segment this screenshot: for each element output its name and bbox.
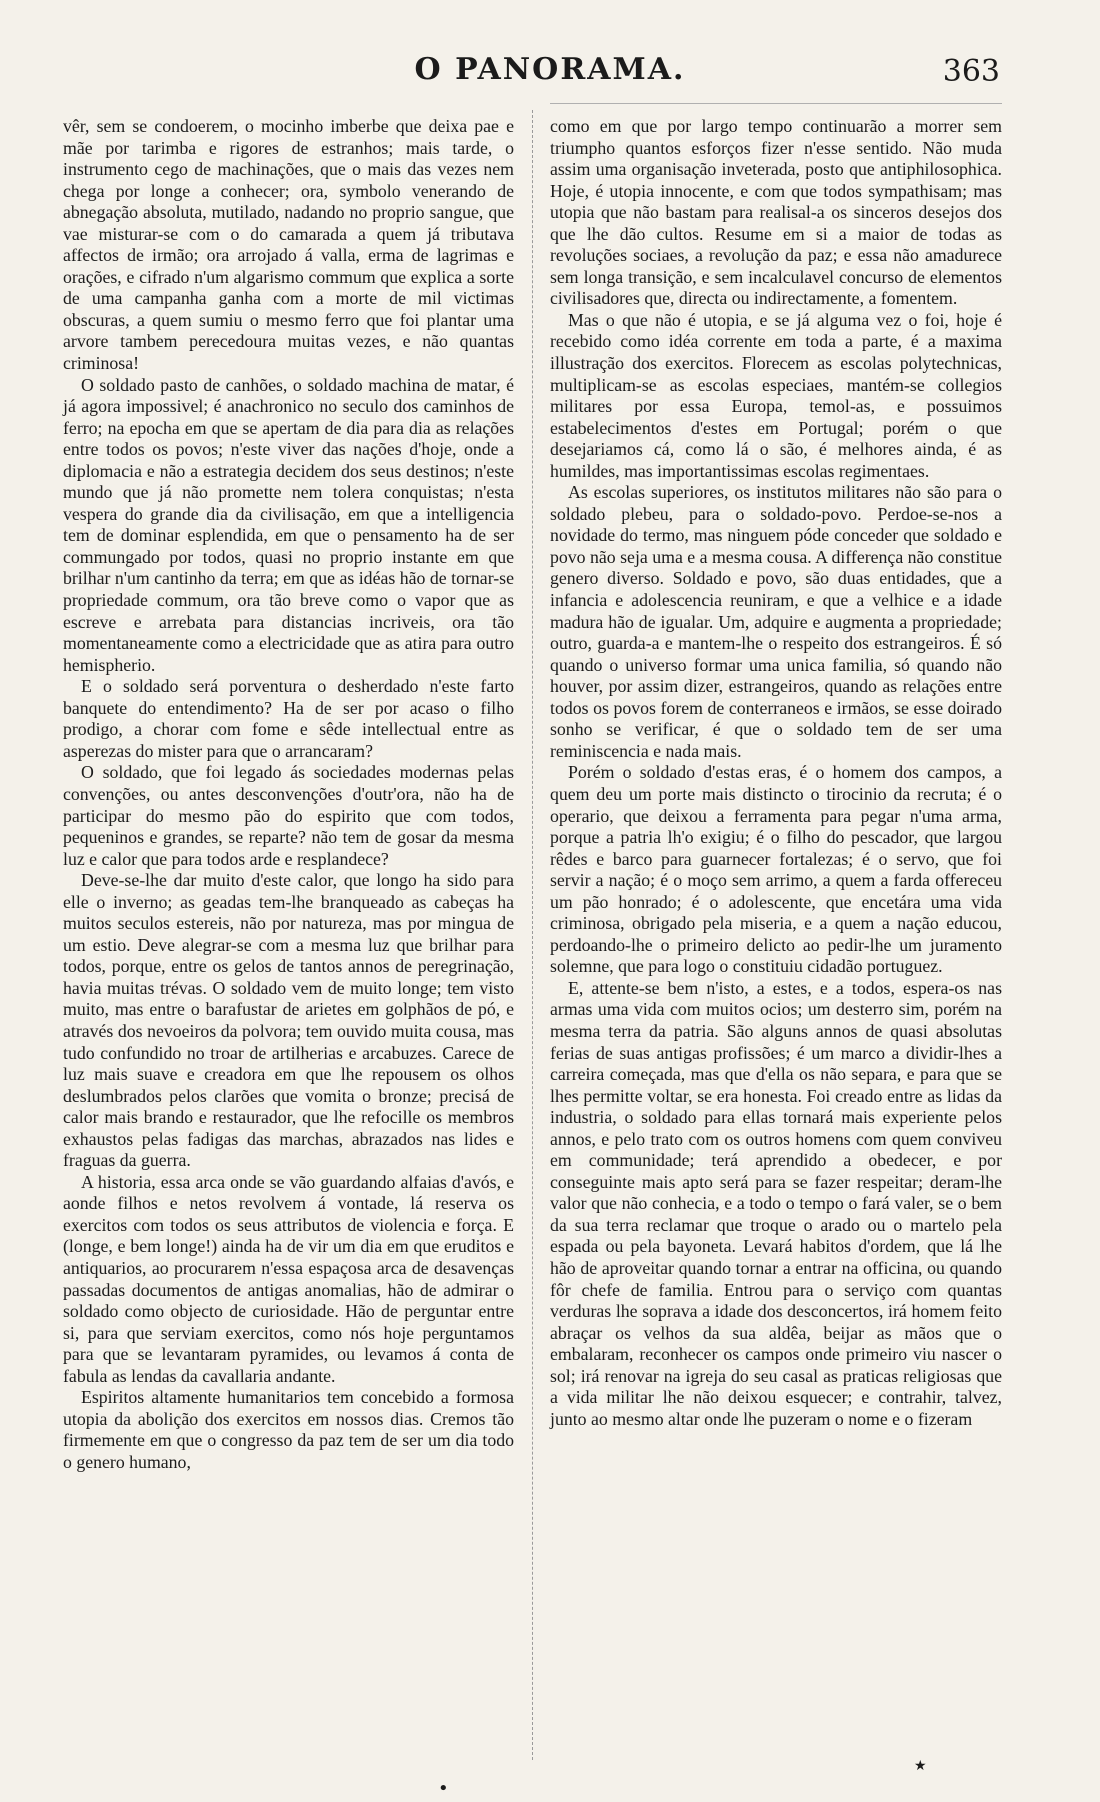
- paragraph: Espiritos altamente humanitarios tem concebido a formosa utopia da abolição dos exercitos em nossos dias. Cremos tão firmemente em que o congresso da paz tem de ser um dia todo o genero humano,: [63, 1387, 514, 1472]
- publication-title: O PANORAMA.: [414, 52, 686, 87]
- paragraph: E o soldado será porventura o desherdado n'este farto banquete do entendimento? Ha de ser por acaso o filho prodigo, a chorar com fome e sêde intellectual entre as asperezas do mister para que o arrancaram?: [63, 676, 514, 761]
- paragraph: Porém o soldado d'estas eras, é o homem dos campos, a quem deu um porte mais distincto o tirocinio da recruta; é o operario, que deixou a ferramenta para pegar n'uma arma, porque a patria lh'o exigiu; é o filho do pescador, que largou rêdes e barco para guarnecer fortalezas; é o servo, que foi servir a nação; é o moço sem arrimo, a quem a farda offereceu um pão honrado; é o adolescente, que encetára uma vida criminosa, obrigado pela miseria, e a quem a nação educou, perdoando-lhe o primeiro delicto ao pedir-lhe um juramento solemne, que para logo o constituiu cidadão portuguez.: [550, 762, 1002, 977]
- paragraph: como em que por largo tempo continuarão a morrer sem triumpho quantos esforços fizer n'esse sentido. Não muda assim uma organisação inveterada, posto que antiphilosophica. Hoje, é utopia innocente, e com que todos sympathisam; mas utopia que não bastam para realisal-a os sinceros desejos dos que lhe dão cultos. Resume em si a maior de todas as revoluções sociaes, a revolução da paz; e essa não amadurece sem longa transição, e sem incalculavel concurso de elementos civilisadores que, directa ou indirectamente, a fomentem.: [550, 116, 1002, 309]
- paragraph: O soldado pasto de canhões, o soldado machina de matar, é já agora impossivel; é anachronico no seculo dos caminhos de ferro; na epocha em que se apertam de dia para dia as relações entre todos os povos; n'este viver das nações d'hoje, onde a diplomacia e não a estrategia decidem dos seus destinos; n'este mundo que já não promette nem tolera conquistas; n'esta vespera do grande dia da civilisação, em que a intelligencia tem de dominar esplendida, em que o pensamento ha de ser commungado por todos, quasi no proprio instante em que brilhar n'um cantinho da terra; em que as idéas hão de tornar-se propriedade commum, ora tão breve como o vapor que as escreve e arrebata para distancias incriveis, ora tão momentaneamente como a electricidade que as atira para outro hemispherio.: [63, 374, 514, 675]
- paragraph: O soldado, que foi legado ás sociedades modernas pelas convenções, ou antes desconvenções d'outr'ora, não ha de participar do mesmo pão do espirito que com todos, pequeninos e grandes, se reparte? não tem de gosar da mesma luz e calor que para todos arde e resplandece?: [63, 762, 514, 869]
- paragraph: As escolas superiores, os institutos militares não são para o soldado plebeu, para o soldado-povo. Perdoe-se-nos a novidade do termo, mas ninguem póde conceder que soldado e povo não seja uma e a mesma cousa. A differença não constitue genero diverso. Soldado e povo, são duas entidades, que a infancia e adolescencia reuniram, e que a velhice e a idade madura hão de igualar. Um, adquire e augmenta a propriedade; outro, guarda-a e mantem-lhe o respeito dos estrangeiros. É só quando o universo formar uma unica familia, só quando não houver, por assim dizer, estrangeiros, quando as relações entre todos os povos forem de conterraneos e irmãos, se esse doirado sonho se verificar, é que o soldado tem de ser uma reminiscencia e nada mais.: [550, 482, 1002, 761]
- page-header: [0, 52, 1100, 92]
- header-rule: [550, 103, 1002, 104]
- right-column: [550, 116, 1002, 1430]
- footer-mark-icon: ★: [914, 1758, 927, 1774]
- paragraph: E, attente-se bem n'isto, a estes, e a todos, espera-os nas armas uma vida com muitos ocios; um desterro sim, porém na mesma terra da patria. São alguns annos de quasi absolutas ferias de suas antigas profissões; é um marco a dividir-lhes a carreira começada, mas que d'ella os não separa, e para que se lhes permitte voltar, se era honesta. Foi creado entre as lidas da industria, o soldado para ellas tornará mais experiente pelos annos, e pelo trato com os outros homens com quem conviveu em communidade; terá aprendido a obedecer, e por conseguinte mais apto será para se fazer respeitar; deram-lhe valor que não conhecia, e a todo o tempo o fará valer, se o bem da sua terra reclamar que troque o arado ou o martelo pela espada ou pela bayoneta. Levará habitos d'ordem, que lá lhe hão de aproveitar quando tornar a entrar na officina, ou quando fôr chefe de familia. Entrou para o serviço com quantas verduras lhe soprava a idade dos desconcertos, irá homem feito abraçar os velhos da sua aldêa, beijar as mãos que o embalaram, reconhecer os campos onde primeiro viu nascer o sol; irá renovar na igreja do seu casal as praticas religiosas que a vida militar lhe não deixou esquecer; e contrahir, talvez, junto ao mesmo altar onde lhe puzeram o nome e o fizeram: [550, 977, 1002, 1429]
- column-divider: [532, 110, 534, 1760]
- paragraph: Deve-se-lhe dar muito d'este calor, que longo ha sido para elle o inverno; as geadas tem-lhe branqueado as cabeças ha muitos seculos estereis, não por natureza, mas por mingua de um estio. Deve alegrar-se com a mesma luz que brilhar para todos, porque, entre os gelos de tantos annos de peregrinação, havia muitas trévas. O soldado vem de muito longe; tem visto muito, mas entre o barafustar de arietes em golphãos de pó, e através dos nevoeiros da polvora; tem ouvido muita cousa, mas tudo confundido no troar de artilherias e arcabuzes. Carece de luz mais suave e creadora em que lhe repousem os olhos deslumbrados pelos clarões que vomita o bronze; precisá de calor mais brando e restaurador, que lhe refocille os membros exhaustos pelas fadigas das marchas, abrazados nas lides e fraguas da guerra.: [63, 870, 514, 1171]
- paragraph: A historia, essa arca onde se vão guardando alfaias d'avós, e aonde filhos e netos revolvem á vontade, lá reserva os exercitos com todos os seus attributos de violencia e força. E (longe, e bem longe!) ainda ha de vir um dia em que eruditos e antiquarios, ao procurarem n'essa espaçosa arca de desavenças passadas documentos de antigas anomalias, hão de admirar o soldado como objecto de curiosidade. Hão de perguntar entre si, para que serviam exercitos, como nós hoje perguntamos para que se levantaram pyramides, ou levamos á conta de fabula as lendas da cavallaria andante.: [63, 1171, 514, 1386]
- left-column: [63, 116, 514, 1473]
- page-number: 363: [942, 54, 1000, 89]
- footer-dot-icon: •: [438, 1778, 449, 1799]
- paragraph: vêr, sem se condoerem, o mocinho imberbe que deixa pae e mãe por tarimba e rigores de estranhos; mais tarde, o instrumento cego de machinações, que o mais das vezes nem chega por longe a conhecer; ora, symbolo venerando de abnegação absoluta, mutilado, nadando no proprio sangue, que vae misturar-se com o do camarada a quem já tributava affectos de irmão; ora arrojado á valla, erma de lagrimas e orações, e cifrado n'um algarismo commum que explica a sorte de uma campanha ganha com a morte de mil victimas obscuras, a quem sumiu o mesmo ferro que foi plantar uma arvore tambem perecedoura muitas vezes, e não quantas criminosa!: [63, 116, 514, 374]
- paragraph: Mas o que não é utopia, e se já alguma vez o foi, hoje é recebido como idéa corrente em toda a parte, é a maxima illustração dos exercitos. Florecem as escolas polytechnicas, multiplicam-se as escolas especiaes, mantém-se collegios militares por essa Europa, temol-as, e possuimos estabelecimentos d'estes em Portugal; porém o que desejariamos cá, como lá o são, é melhores ainda, é as humildes, mas importantissimas escolas regimentaes.: [550, 309, 1002, 481]
